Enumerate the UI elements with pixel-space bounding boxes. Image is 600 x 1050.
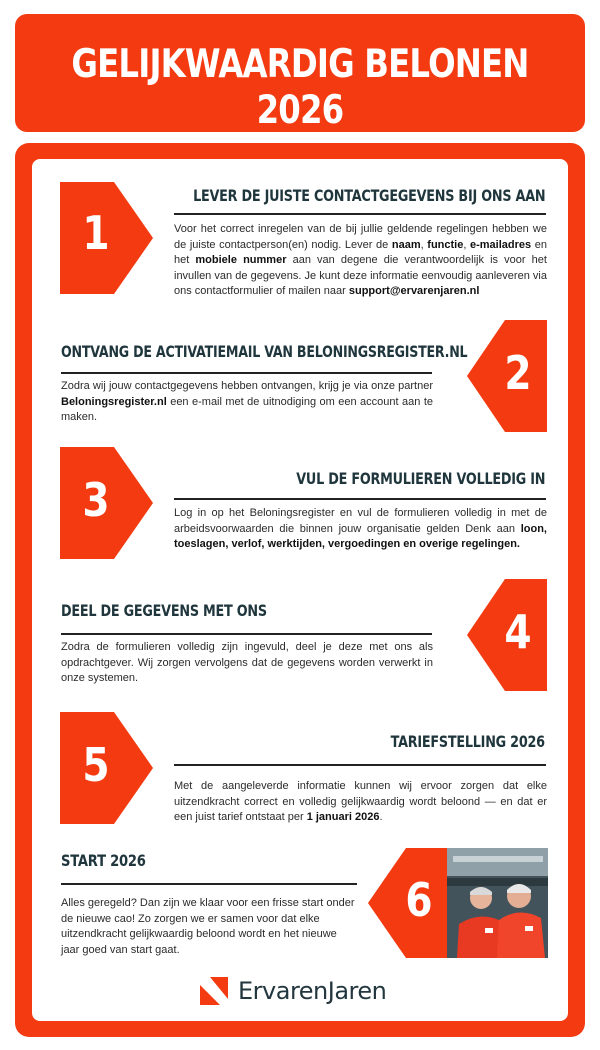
step-5-body (174, 779, 547, 826)
people-photo (447, 848, 548, 958)
body-text-run: e-mailadres (470, 238, 532, 251)
step-3-title: VUL DE FORMULIEREN VOLLEDIG IN (295, 469, 545, 488)
body-text-run: Voor het correct inregelen van de bij jullie geldende regelingen hebben we de juiste contactperson(en) nodig. Lever de (174, 223, 547, 251)
step-1-body (174, 222, 547, 300)
step-5-number: 5 (82, 738, 110, 792)
body-text-run: , (463, 238, 470, 251)
step-2-body (61, 379, 433, 426)
step-1-number: 1 (82, 206, 110, 260)
body-text-run: mobiele nummer (195, 254, 287, 267)
step-6-divider (61, 883, 357, 885)
body-text-run: een e-mail met de uitnodiging om een account aan te maken. (61, 395, 433, 424)
step-1-title: LEVER DE JUISTE CONTACTGEGEVENS BIJ ONS AAN (192, 186, 545, 205)
step-6-body (61, 896, 357, 958)
body-text-run: Zodra wij jouw contactgegevens hebben ontvangen, krijg je via onze partner (61, 380, 433, 392)
step-1-divider (174, 213, 546, 215)
body-text-run: Beloningsregister.nl (61, 395, 167, 408)
brand-name: ErvarenJaren (238, 977, 387, 1005)
body-text-run: loon, toeslagen, verlof, werktijden, vergoedingen en overige regelingen. (174, 522, 547, 551)
step-4-title: DEEL DE GEGEVENS MET ONS (61, 601, 267, 620)
step-3-number: 3 (82, 473, 110, 527)
body-text-run: en het (174, 238, 547, 267)
body-text-run: . (379, 811, 383, 824)
body-text-run: , (420, 238, 428, 251)
ervarenjaren-logo-icon (200, 977, 228, 1005)
body-text-run: Met de aangeleverde informatie kunnen wij ervoor zorgen dat elke uitzendkracht correct en volledig gelijkwaardig wordt beloond — en dat er een juist tarief ontstaat per (174, 780, 547, 824)
step-6-title: START 2026 (61, 851, 146, 870)
body-text-run: Log in op het Beloningsregister en vul de formulieren volledig in met de arbeidsvoorwaarden die binnen jouw organisatie gelden Denk aan (174, 507, 547, 535)
body-text-run: functie (427, 238, 464, 251)
step-2-number: 2 (504, 346, 532, 400)
step-5-title: TARIEFSTELLING 2026 (390, 732, 545, 751)
body-text-run: aan van degene die verantwoordelijk is voor het invullen van de gegevens. Je kunt deze informatie eenvoudig aanleveren via ons contactformulier of mailen naar (174, 254, 547, 298)
step-3-divider (174, 498, 546, 500)
step-4-body (61, 640, 433, 687)
step-4-divider (61, 633, 432, 635)
body-text-run: Alles geregeld? Dan zijn we klaar voor een frisse start onder de nieuwe cao! Zo zorgen we er samen voor dat elke uitzendkracht gelijkwaardig beloond wordt en het nieuwe jaar goed van start gaat. (61, 897, 355, 956)
body-text-run: Zodra de formulieren volledig zijn ingevuld, deel je deze met ons als opdrachtgever. Wij zorgen vervolgens dat de gegevens worden verwerkt in onze systemen. (61, 641, 433, 685)
body-text-run: naam (391, 238, 421, 251)
step-2-title: ONTVANG DE ACTIVATIEMAIL VAN BELONINGSREGISTER.NL (61, 342, 468, 361)
body-text-run: 1 januari 2026 (306, 811, 380, 824)
page-title: GELIJKWAARDIG BELONEN 2026 (71, 42, 529, 133)
step-4-number: 4 (504, 605, 532, 659)
body-text-run: support@ervarenjaren.nl (348, 285, 480, 298)
step-6-number: 6 (405, 873, 433, 927)
step-2-divider (61, 372, 432, 374)
header-banner (15, 14, 585, 132)
step-5-divider (174, 764, 546, 766)
step-3-body (174, 506, 547, 553)
brand-logo (200, 974, 386, 1008)
